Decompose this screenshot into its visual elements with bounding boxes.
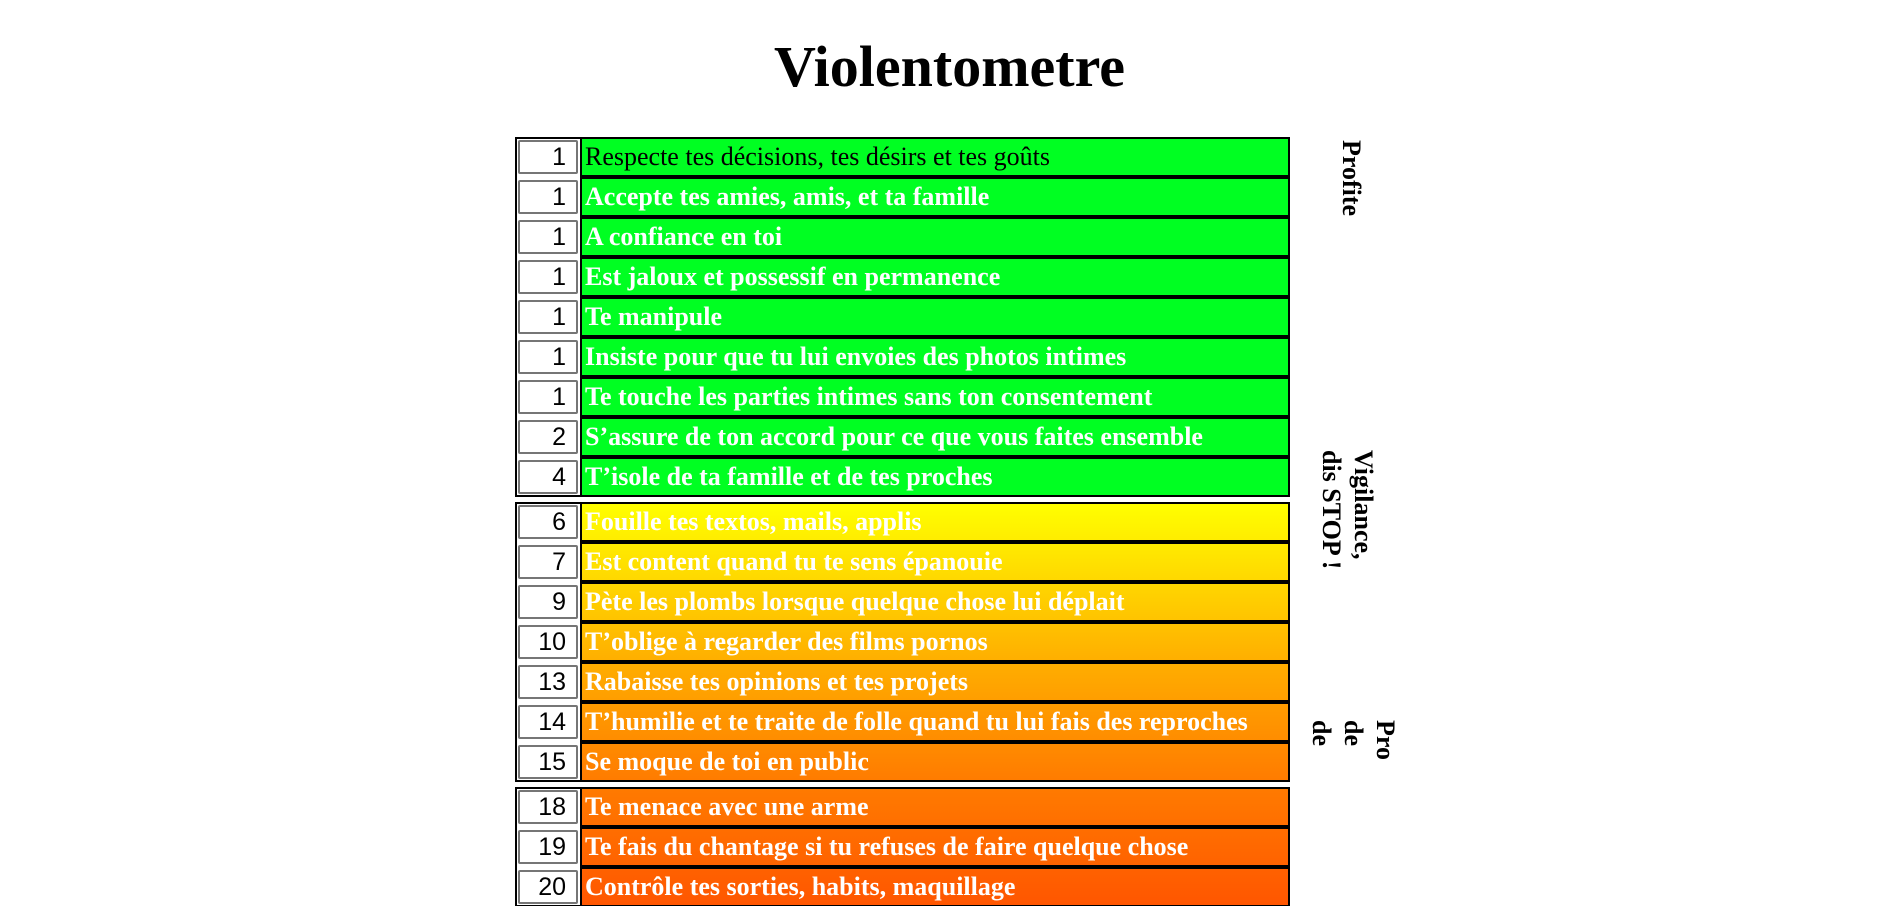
table-row — [515, 457, 1290, 497]
number-field[interactable]: 9 — [518, 585, 578, 619]
behavior-text: Est jaloux et possessif en permanence — [580, 257, 1290, 297]
number-field[interactable]: 15 — [518, 745, 578, 779]
table-row — [515, 662, 1290, 702]
number-cell — [515, 217, 580, 257]
number-field[interactable]: 13 — [518, 665, 578, 699]
behavior-text: Rabaisse tes opinions et tes projets — [580, 662, 1290, 702]
table-row — [515, 867, 1290, 906]
table-row — [515, 582, 1290, 622]
page-title: Violentometre — [773, 34, 1126, 99]
number-cell — [515, 622, 580, 662]
number-field[interactable]: 6 — [518, 505, 578, 539]
number-field[interactable]: 4 — [518, 460, 578, 494]
number-cell — [515, 827, 580, 867]
behavior-text: T’oblige à regarder des films pornos — [580, 622, 1290, 662]
group-1 — [515, 137, 1290, 497]
violentometre-table — [515, 137, 1290, 906]
behavior-text: S’assure de ton accord pour ce que vous faites ensemble — [580, 417, 1290, 457]
number-field[interactable]: 1 — [518, 340, 578, 374]
number-field[interactable]: 18 — [518, 790, 578, 824]
behavior-text: Fouille tes textos, mails, applis — [580, 502, 1290, 542]
behavior-text: Te menace avec une arme — [580, 787, 1290, 827]
table-row — [515, 702, 1290, 742]
number-cell — [515, 297, 580, 337]
zone-label: Profite — [1337, 140, 1366, 217]
table-row — [515, 502, 1290, 542]
number-field[interactable]: 1 — [518, 260, 578, 294]
behavior-text: Contrôle tes sorties, habits, maquillage — [580, 867, 1290, 906]
group-2 — [515, 502, 1290, 782]
behavior-text: A confiance en toi — [580, 217, 1290, 257]
number-cell — [515, 662, 580, 702]
behavior-text: Est content quand tu te sens épanouie — [580, 542, 1290, 582]
behavior-text: Accepte tes amies, amis, et ta famille — [580, 177, 1290, 217]
behavior-text: Te touche les parties intimes sans ton consentement — [580, 377, 1290, 417]
behavior-text: Pète les plombs lorsque quelque chose lui déplait — [580, 582, 1290, 622]
table-row — [515, 297, 1290, 337]
behavior-text: T’isole de ta famille et de tes proches — [580, 457, 1290, 497]
number-cell — [515, 417, 580, 457]
number-cell — [515, 542, 580, 582]
number-cell — [515, 867, 580, 906]
number-field[interactable]: 1 — [518, 300, 578, 334]
number-field[interactable]: 1 — [518, 180, 578, 214]
table-row — [515, 542, 1290, 582]
zone-label: Pro de de — [1307, 720, 1400, 760]
number-cell — [515, 457, 580, 497]
number-cell — [515, 582, 580, 622]
number-field[interactable]: 1 — [518, 380, 578, 414]
number-cell — [515, 177, 580, 217]
group-3 — [515, 787, 1290, 906]
table-row — [515, 177, 1290, 217]
number-cell — [515, 257, 580, 297]
behavior-text: Respecte tes décisions, tes désirs et tes goûts — [580, 137, 1290, 177]
number-field[interactable]: 1 — [518, 140, 578, 174]
behavior-text: T’humilie et te traite de folle quand tu lui fais des reproches — [580, 702, 1290, 742]
table-row — [515, 337, 1290, 377]
number-cell — [515, 377, 580, 417]
behavior-text: Te fais du chantage si tu refuses de faire quelque chose — [580, 827, 1290, 867]
table-row — [515, 217, 1290, 257]
number-field[interactable]: 14 — [518, 705, 578, 739]
table-row — [515, 377, 1290, 417]
behavior-text: Insiste pour que tu lui envoies des photos intimes — [580, 337, 1290, 377]
table-row — [515, 622, 1290, 662]
number-cell — [515, 742, 580, 782]
number-cell — [515, 337, 580, 377]
number-cell — [515, 702, 580, 742]
zone-label: Vigilance, dis STOP ! — [1317, 450, 1378, 570]
number-field[interactable]: 2 — [518, 420, 578, 454]
table-row — [515, 787, 1290, 827]
number-field[interactable]: 7 — [518, 545, 578, 579]
number-field[interactable]: 1 — [518, 220, 578, 254]
table-row — [515, 257, 1290, 297]
behavior-text: Se moque de toi en public — [580, 742, 1290, 782]
number-cell — [515, 502, 580, 542]
number-field[interactable]: 20 — [518, 870, 578, 904]
number-field[interactable]: 10 — [518, 625, 578, 659]
table-row — [515, 137, 1290, 177]
number-cell — [515, 137, 580, 177]
table-row — [515, 742, 1290, 782]
number-field[interactable]: 19 — [518, 830, 578, 864]
table-row — [515, 417, 1290, 457]
table-row — [515, 827, 1290, 867]
behavior-text: Te manipule — [580, 297, 1290, 337]
number-cell — [515, 787, 580, 827]
